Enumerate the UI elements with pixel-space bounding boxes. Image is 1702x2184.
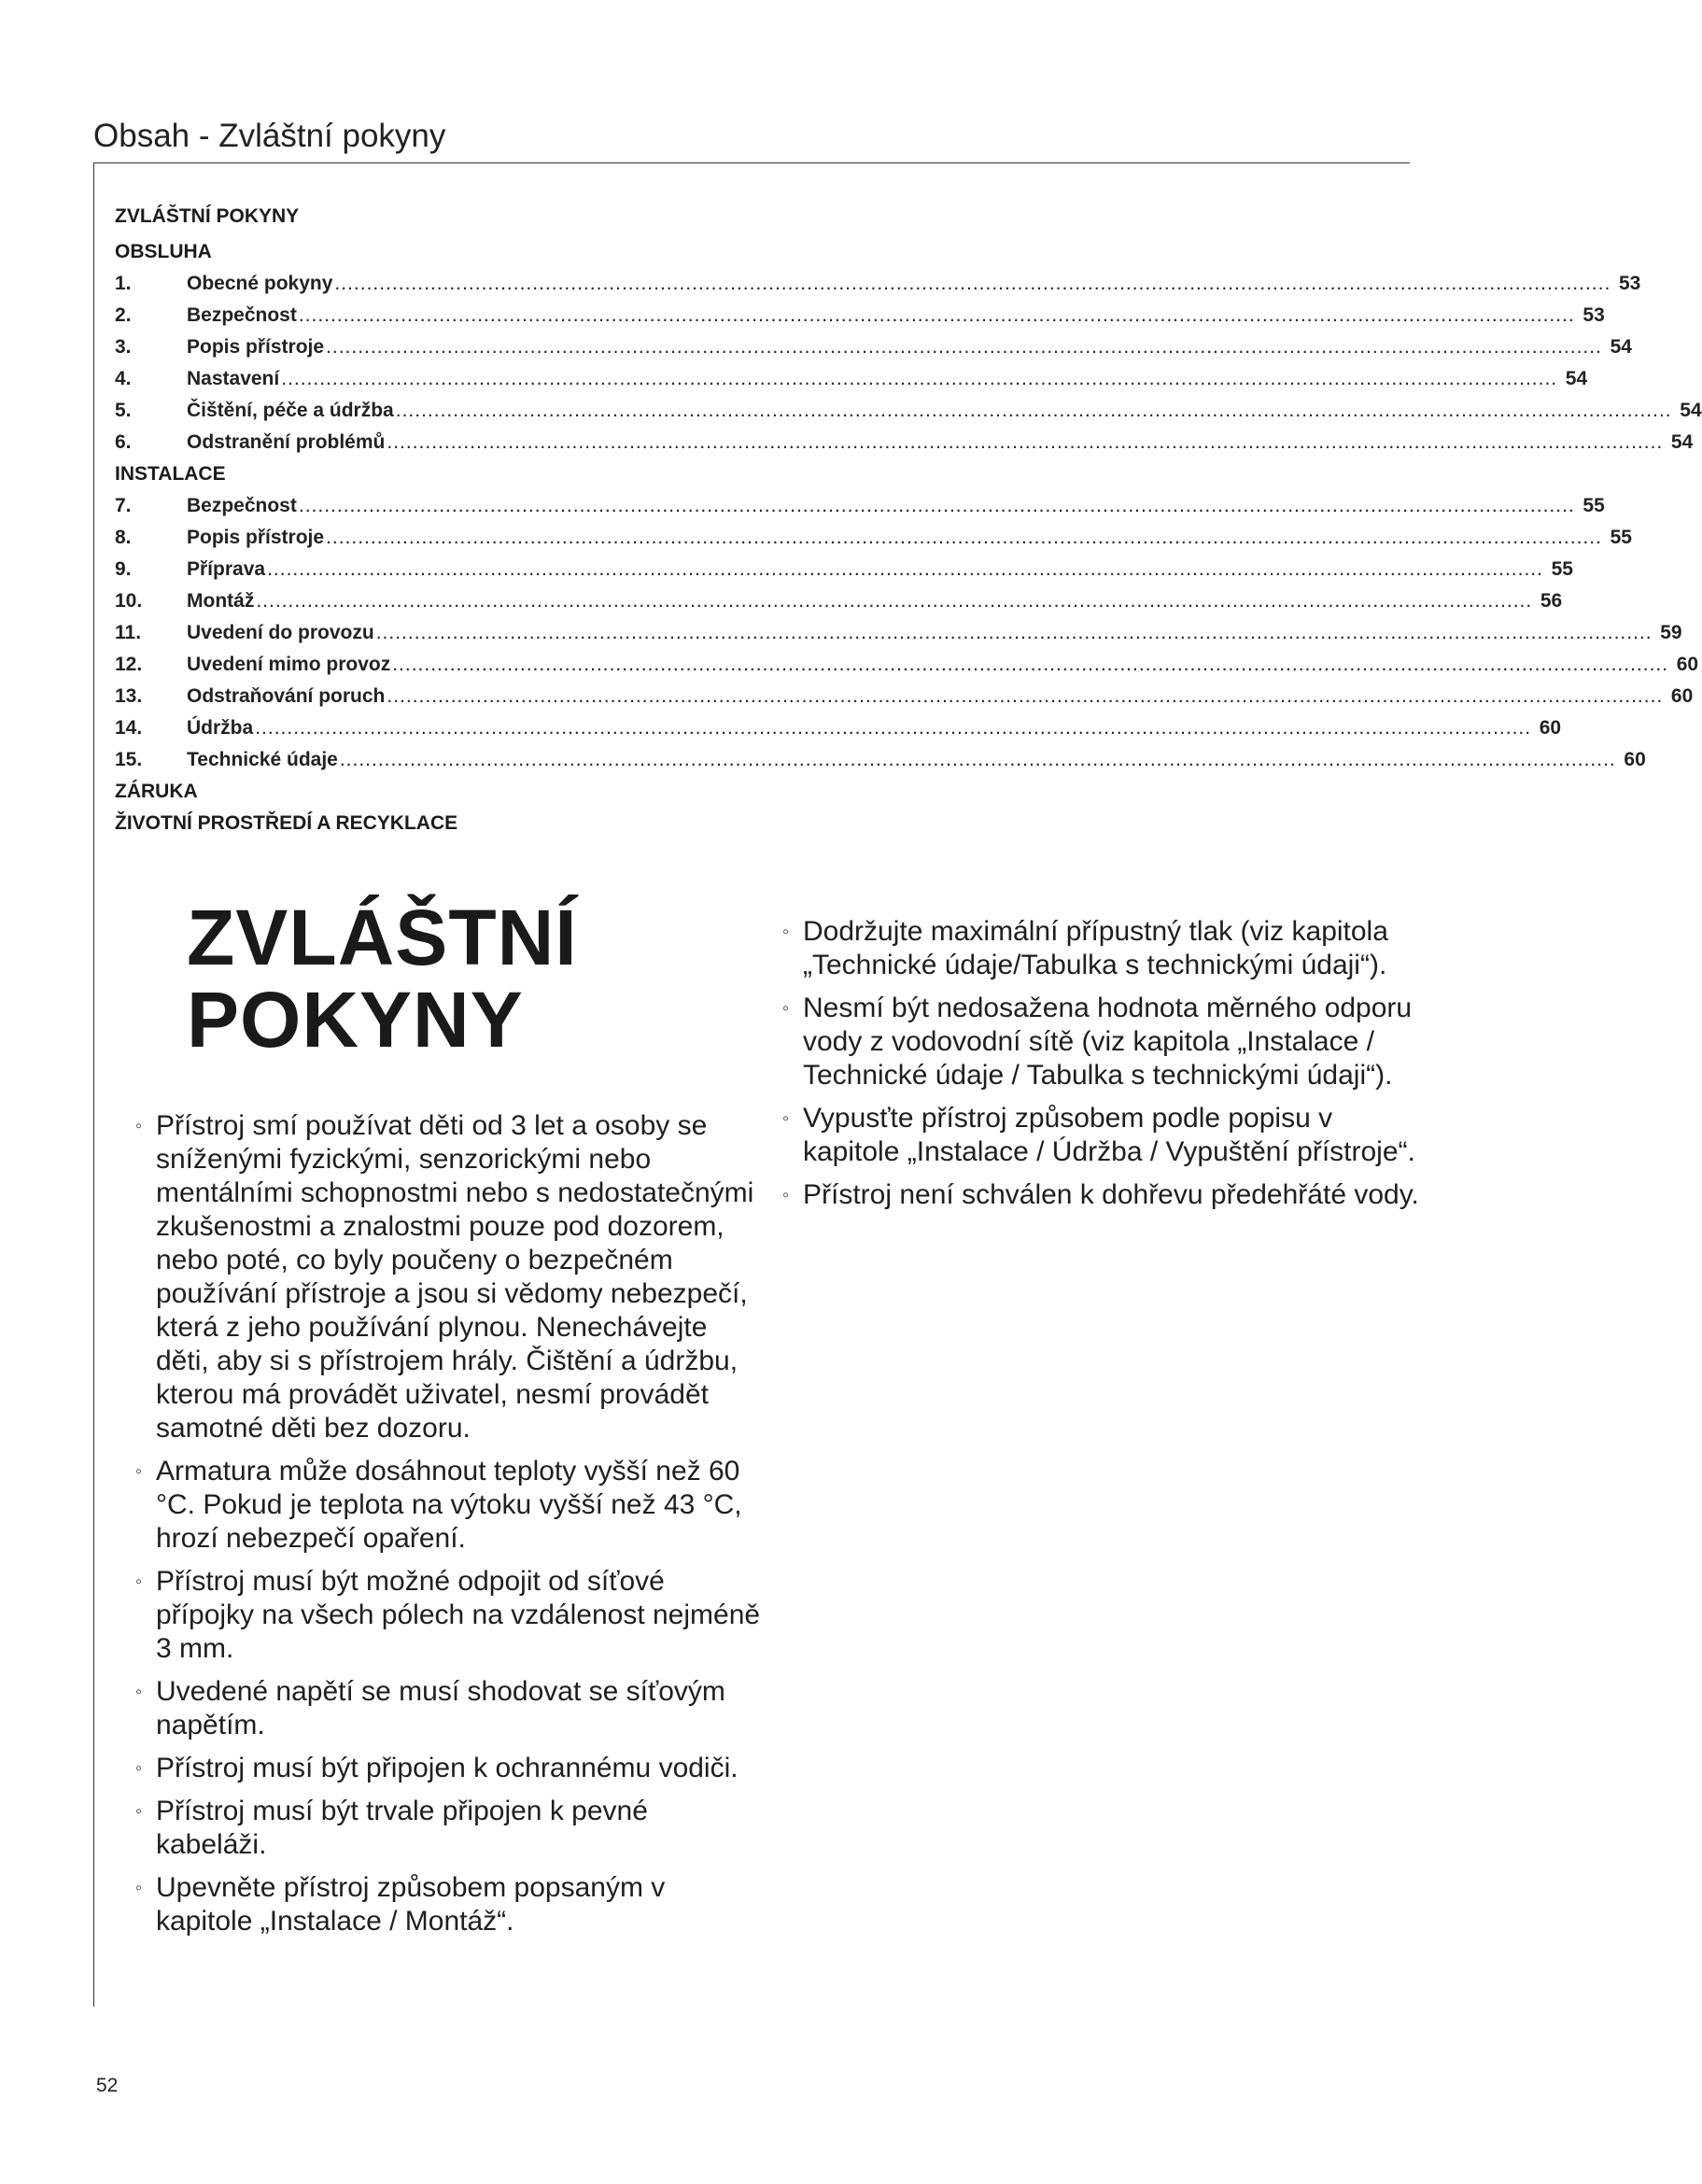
instruction-bullet: [135, 1675, 761, 1742]
toc-entry-number: 15.: [115, 749, 143, 770]
toc-section-items: [115, 490, 1699, 776]
toc-leader-dots: ........................................................................................................................................................................................................: [334, 273, 1611, 294]
bullet-circle-icon: ◦: [135, 1571, 143, 1592]
toc-entry-title: Montáž: [187, 590, 255, 612]
toc-entry-number: 10.: [115, 590, 143, 612]
toc-leader-dots: ........................................................................................................................................................................................................: [326, 527, 1602, 548]
toc-entry-number: 14.: [115, 717, 143, 739]
toc-entry-page: 54: [1670, 431, 1694, 453]
toc-section-obsluha: [115, 236, 1702, 458]
toc-entry-number: 2.: [115, 304, 132, 326]
toc-leader-dots: ........................................................................................................................................................................................................: [326, 336, 1602, 358]
bullet-circle-icon: ◦: [782, 922, 790, 942]
toc-leader-dots: ........................................................................................................................................................................................................: [256, 590, 1533, 612]
toc-entry[interactable]: [115, 363, 1588, 395]
left-instructions-column: [135, 1109, 761, 1948]
page-header-title: Obsah - Zvláštní pokyny: [93, 118, 446, 154]
toc-entry[interactable]: [115, 681, 1694, 712]
toc-entry-title: Technické údaje: [187, 749, 338, 770]
bullet-circle-icon: ◦: [135, 1116, 143, 1136]
toc-entry-page: 55: [1582, 495, 1605, 516]
toc-entry[interactable]: [115, 300, 1605, 331]
section-title-line: POKYNY: [187, 976, 524, 1064]
right-instructions-column: [782, 915, 1427, 1221]
toc-entry-number: 1.: [115, 273, 132, 294]
toc-entry-title: Odstraňování poruch: [187, 685, 386, 707]
toc-leader-dots: ........................................................................................................................................................................................................: [387, 685, 1664, 707]
toc-entry-page: 60: [1670, 685, 1694, 707]
toc-entry-page: 60: [1624, 749, 1646, 770]
toc-leader-dots: ........................................................................................................................................................................................................: [298, 495, 1575, 516]
toc-section-label: INSTALACE: [115, 463, 226, 485]
toc-leader-dots: ........................................................................................................................................................................................................: [281, 368, 1558, 389]
toc-entry-number: 7.: [115, 495, 132, 516]
toc-entry[interactable]: [115, 395, 1702, 427]
toc-leader-dots: ........................................................................................................................................................................................................: [375, 622, 1653, 643]
toc-entry-title: Obecné pokyny: [187, 273, 333, 294]
toc-warranty-link[interactable]: ZÁRUKA: [115, 781, 198, 802]
toc-entry-title: Nastavení: [187, 368, 280, 389]
bullet-circle-icon: ◦: [782, 1108, 790, 1129]
instruction-text: Uvedené napětí se musí shodovat se síťovým napětím.: [156, 1676, 725, 1740]
toc-environment-link[interactable]: ŽIVOTNÍ PROSTŘEDÍ A RECYKLACE: [115, 812, 458, 834]
instruction-bullet: [135, 1752, 761, 1785]
toc-entry-number: 11.: [115, 622, 142, 643]
toc-entry-number: 8.: [115, 527, 132, 548]
toc-entry-title: Příprava: [187, 558, 266, 580]
instruction-text: Nesmí být nedosažena hodnota měrného odporu vody z vodovodní sítě (viz kapitola „Instalace / Technické údaje / Tabulka s technickými údaji“).: [803, 993, 1413, 1091]
toc-entry-number: 3.: [115, 336, 132, 358]
toc-entry-page: 54: [1680, 400, 1702, 421]
toc-entry-title: Čištění, péče a údržba: [187, 400, 394, 421]
toc-entry[interactable]: [115, 331, 1632, 363]
toc-entry-page: 53: [1582, 304, 1605, 326]
section-title: [187, 894, 578, 1064]
toc-heading: ZVLÁŠTNÍ POKYNY: [115, 205, 300, 227]
toc-section-items: [115, 268, 1702, 458]
toc-entry-page: 53: [1618, 273, 1641, 294]
toc-leader-dots: ........................................................................................................................................................................................................: [298, 304, 1575, 326]
bullet-circle-icon: ◦: [135, 1801, 143, 1822]
toc-section-label: OBSLUHA: [115, 241, 212, 262]
toc-entry-title: Popis přístroje: [187, 336, 325, 358]
instruction-bullet: [135, 1455, 761, 1556]
toc-entry-number: 6.: [115, 431, 132, 453]
toc-entry[interactable]: [115, 744, 1646, 776]
toc-entry-page: 59: [1660, 622, 1682, 643]
instruction-bullet: [782, 992, 1427, 1092]
toc-entry-title: Popis přístroje: [187, 527, 325, 548]
instruction-bullet: [135, 1109, 761, 1445]
instruction-text: Armatura může dosáhnout teploty vyšší než 60 °C. Pokud je teplota na výtoku vyšší než 43 °C, hrozí nebezpečí opaření.: [156, 1456, 742, 1554]
bullet-circle-icon: ◦: [135, 1682, 143, 1702]
toc-entry[interactable]: [115, 554, 1573, 585]
toc-entry-title: Odstranění problémů: [187, 431, 386, 453]
toc-entry[interactable]: [115, 490, 1605, 522]
instruction-text: Přístroj není schválen k dohřevu předehřáté vody.: [803, 1179, 1419, 1210]
toc-entry[interactable]: [115, 427, 1694, 458]
toc-entry-title: Uvedení mimo provoz: [187, 654, 391, 675]
instruction-text: Přístroj smí používat děti od 3 let a osoby se sníženými fyzickými, senzorickými nebo mentálními schopnostmi nebo s nedostatečnými zkušenostmi a znalostmi pouze pod dozorem, nebo poté, co byly poučeny o bezpečném používání přístroje a jsou si vědomy nebezpečí, která z jeho používání plynou. Nenechávejte děti, aby si s přístrojem hrály. Čištění a údržbu, kterou má provádět uživatel, nesmí provádět samotné děti bez dozoru.: [156, 1110, 754, 1444]
toc-entry[interactable]: [115, 712, 1562, 744]
instruction-text: Přístroj musí být trvale připojen k pevné kabeláži.: [156, 1796, 648, 1860]
bullet-circle-icon: ◦: [135, 1878, 143, 1898]
instruction-bullet: [782, 1178, 1427, 1212]
toc-entry[interactable]: [115, 268, 1641, 300]
toc-leader-dots: ........................................................................................................................................................................................................: [392, 654, 1669, 675]
margin-rule: [93, 162, 94, 2007]
toc-entry-number: 12.: [115, 654, 143, 675]
toc-entry-page: 55: [1551, 558, 1573, 580]
toc-leader-dots: ........................................................................................................................................................................................................: [267, 558, 1543, 580]
toc-leader-dots: ........................................................................................................................................................................................................: [387, 431, 1664, 453]
instruction-bullet: [135, 1565, 761, 1666]
instruction-bullet: [782, 1102, 1427, 1169]
toc-leader-dots: ........................................................................................................................................................................................................: [339, 749, 1616, 770]
page-number: 52: [96, 2075, 119, 2096]
toc-entry[interactable]: [115, 649, 1699, 681]
toc-entry-page: 55: [1610, 527, 1632, 548]
instruction-bullet: [135, 1795, 761, 1862]
table-of-contents: [115, 201, 1702, 839]
toc-entry-number: 13.: [115, 685, 143, 707]
toc-entry[interactable]: [115, 522, 1632, 554]
toc-leader-dots: ........................................................................................................................................................................................................: [255, 717, 1532, 739]
toc-entry-page: 60: [1539, 717, 1562, 739]
toc-entry-number: 4.: [115, 368, 132, 389]
toc-entry-number: 9.: [115, 558, 132, 580]
bullet-circle-icon: ◦: [782, 998, 790, 1019]
header-rule: [93, 162, 1410, 163]
toc-entry-page: 56: [1540, 590, 1563, 612]
toc-leader-dots: ........................................................................................................................................................................................................: [395, 400, 1672, 421]
toc-entry-number: 5.: [115, 400, 132, 421]
toc-entry-title: Bezpečnost: [187, 495, 297, 516]
toc-section-instalace: [115, 458, 1699, 776]
bullet-circle-icon: ◦: [135, 1461, 143, 1482]
instruction-text: Dodržujte maximální přípustný tlak (viz kapitola „Technické údaje/Tabulka s technickými údaji“).: [803, 916, 1388, 980]
toc-entry-title: Bezpečnost: [187, 304, 297, 326]
instruction-text: Přístroj musí být možné odpojit od síťové přípojky na všech pólech na vzdálenost nejméně 3 mm.: [156, 1566, 761, 1664]
instruction-bullet: [135, 1871, 761, 1938]
instruction-text: Vypusťte přístroj způsobem podle popisu v kapitole „Instalace / Údržba / Vypuštění přístroje“.: [803, 1103, 1415, 1167]
toc-entry-title: Uvedení do provozu: [187, 622, 374, 643]
instruction-text: Přístroj musí být připojen k ochrannému vodiči.: [156, 1753, 738, 1783]
toc-entry-page: 60: [1676, 654, 1699, 675]
toc-entry-page: 54: [1610, 336, 1632, 358]
toc-entry-title: Údržba: [187, 717, 254, 739]
toc-entry-page: 54: [1565, 368, 1588, 389]
section-title-line: ZVLÁŠTNÍ: [187, 894, 578, 981]
instruction-bullet: [782, 915, 1427, 982]
toc-entry[interactable]: [115, 585, 1563, 617]
toc-entry[interactable]: [115, 617, 1682, 649]
bullet-circle-icon: ◦: [782, 1185, 790, 1205]
instruction-text: Upevněte přístroj způsobem popsaným v kapitole „Instalace / Montáž“.: [156, 1872, 666, 1937]
bullet-circle-icon: ◦: [135, 1758, 143, 1779]
